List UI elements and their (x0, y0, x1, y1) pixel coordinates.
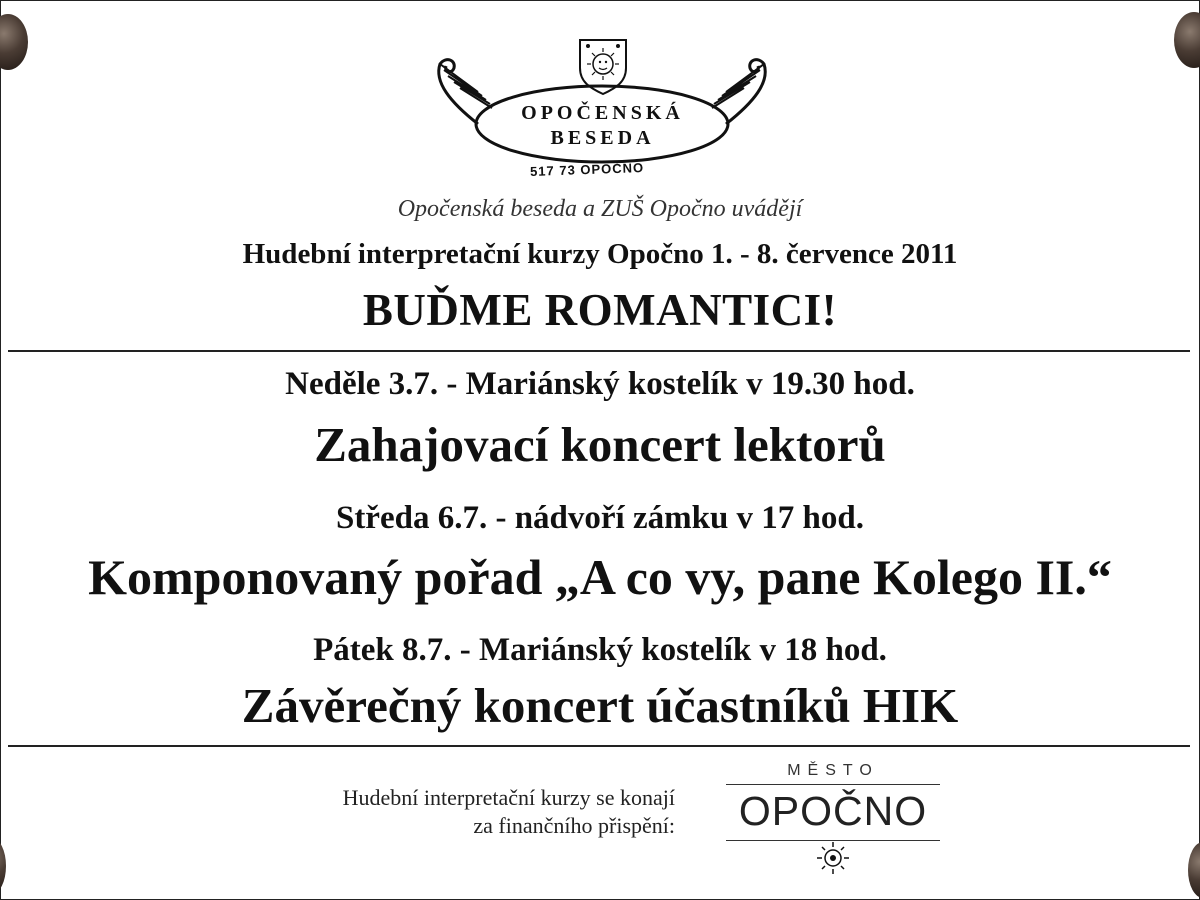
sponsor-note-line2: za finančního přispění: (473, 813, 675, 838)
city-logo-rule-top (726, 784, 940, 785)
divider-top (8, 350, 1190, 352)
sponsor-note (200, 784, 675, 840)
course-heading: Hudební interpretační kurzy Opočno 1. - 8. července 2011 (242, 238, 958, 270)
logo-address: 517 73 OPOČNO (529, 160, 645, 179)
city-logo-top: MĚSTO (787, 762, 879, 779)
opocenska-beseda-logo (430, 32, 775, 184)
event-2-date: Středa 6.7. - nádvoří zámku v 17 hod. (335, 500, 865, 536)
event-3-title: Závěrečný koncert účastníků HIK (241, 678, 959, 733)
city-logo-name: OPOČNO (738, 788, 928, 834)
logo-title-line2: BESEDA (550, 127, 655, 149)
event-1-date: Neděle 3.7. - Mariánský kostelík v 19.30 hod. (285, 366, 915, 402)
sponsor-note-line1: Hudební interpretační kurzy se konají (342, 785, 675, 810)
event-3-date: Pátek 8.7. - Mariánský kostelík v 18 hod. (313, 632, 887, 668)
divider-bottom (8, 745, 1190, 747)
sun-icon (812, 840, 854, 876)
logo-title-line1: OPOČENSKÁ (521, 102, 684, 124)
intro-line: Opočenská beseda a ZUŠ Opočno uvádějí (397, 196, 803, 222)
motto-heading: BUĎME ROMANTICI! (362, 285, 838, 335)
mesto-opocno-logo (720, 760, 946, 880)
event-1-title: Zahajovací koncert lektorů (314, 417, 886, 472)
event-2-title: Komponovaný pořad „A co vy, pane Kolego II.“ (88, 549, 1112, 605)
